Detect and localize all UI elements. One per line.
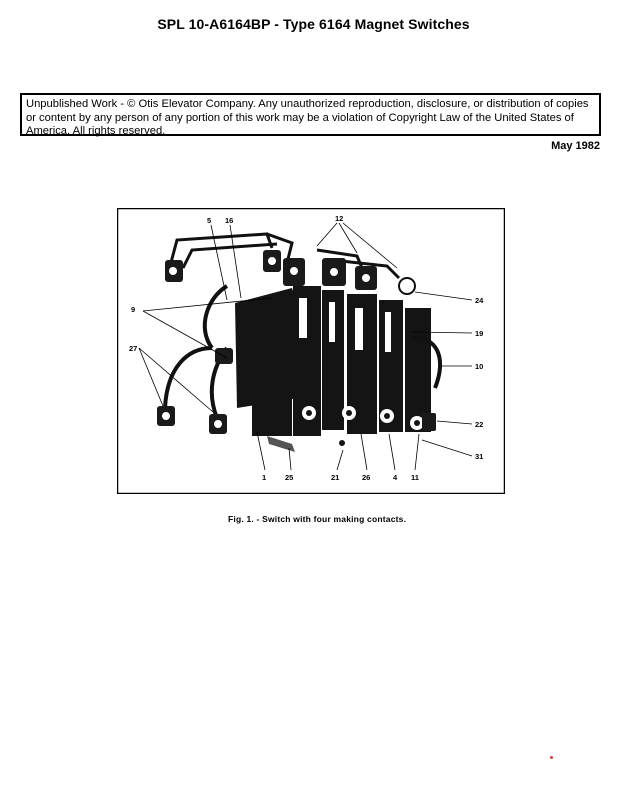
callout-26: 26 xyxy=(362,473,371,482)
copyright-notice xyxy=(20,93,601,136)
callout-19: 19 xyxy=(475,329,484,338)
page-title: SPL 10-A6164BP - Type 6164 Magnet Switches xyxy=(157,16,470,32)
callout-24: 24 xyxy=(475,296,484,305)
figure-1-illustration xyxy=(117,208,505,494)
figure-caption: Fig. 1. - Switch with four making contacts. xyxy=(228,514,407,524)
callout-11: 11 xyxy=(411,473,419,482)
callout-16: 16 xyxy=(225,216,234,225)
callout-5: 5 xyxy=(207,216,212,225)
callout-25: 25 xyxy=(285,473,294,482)
callout-21: 21 xyxy=(331,473,340,482)
callout-10: 10 xyxy=(475,362,484,371)
red-speck xyxy=(550,756,553,759)
document-date: May 1982 xyxy=(551,140,600,152)
callout-1: 1 xyxy=(262,473,267,482)
callout-31: 31 xyxy=(475,452,484,461)
callout-22: 22 xyxy=(475,420,484,429)
callout-9: 9 xyxy=(131,305,136,314)
callout-4: 4 xyxy=(393,473,398,482)
copyright-notice-text: Unpublished Work - © Otis Elevator Company. Any unauthorized reproduction, disclosure, or distribution of copies or content by any person of any portion of this work may be a violation of Copyright Law of the United States of America. All rights reserved. xyxy=(26,98,589,137)
callout-27: 27 xyxy=(129,344,138,353)
callout-12: 12 xyxy=(335,214,344,223)
